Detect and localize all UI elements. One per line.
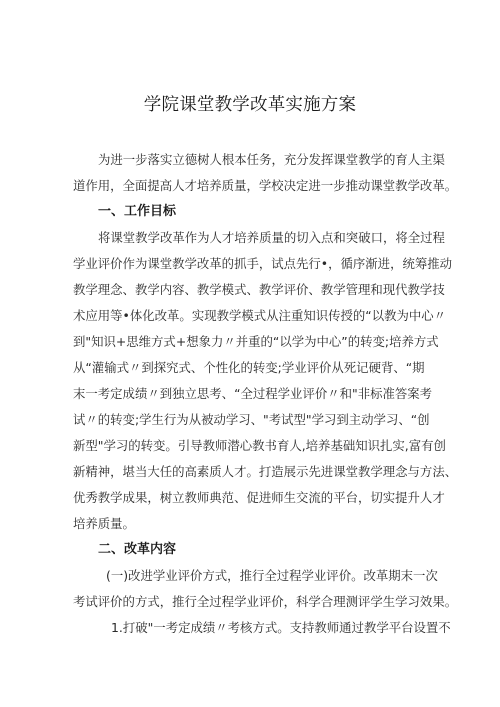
paragraph-line: 新型"学习的转变。引导教师潜心教书育人,培养基础知识扎实,富有创 bbox=[73, 438, 446, 453]
paragraph-line: 到"知识+思维方式+想象力〃并重的“以学为中心”的转变;培养方式 bbox=[73, 334, 439, 349]
paragraph-line: 从“灌输式〃到探究式、个性化的转变;学业评价从死记硬背、“期 bbox=[73, 360, 425, 375]
paragraph-line: 学业评价作为课堂教学改革的抓手，试点先行•，循序渐进，统筹推动 bbox=[73, 256, 453, 271]
paragraph-line: 教学理念、教学内容、教学模式、教学评价、教学管理和现代教学技 bbox=[73, 282, 445, 297]
paragraph-line: 术应用等•体化改革。实现教学模式从注重知识传授的“以教为中心〃 bbox=[73, 308, 447, 323]
document-title: 学院课堂教学改革实施方案 bbox=[143, 95, 357, 115]
paragraph-line: 将课堂教学改革作为人才培养质量的切入点和突破口，将全过程 bbox=[98, 230, 445, 245]
paragraph-line: 1.打破"一考定成绩〃考核方式。支持教师通过教学平台设置不 bbox=[111, 620, 451, 635]
section-heading-content: 二、改革内容 bbox=[98, 542, 177, 557]
paragraph-line: 考试评价的方式，推行全过程学业评价，科学合理测评学生学习效果。 bbox=[73, 594, 458, 609]
section-heading-goals: 一、工作目标 bbox=[98, 204, 177, 219]
paragraph-line: 培养质量。 bbox=[73, 516, 135, 531]
paragraph-line: (一)改进学业评价方式，推行全过程学业评价。改革期末一次 bbox=[106, 568, 438, 583]
paragraph-line: 优秀教学成果，树立教师典范、促进师生交流的平台，切实提升人才 bbox=[73, 490, 445, 505]
intro-line: 道作用，全面提高人才培养质量，学校决定进一步推动课堂教学改革。 bbox=[73, 178, 458, 193]
paragraph-line: 末一考定成绩〃到独立思考、“全过程学业评价〃和"非标准答案考 bbox=[73, 386, 433, 401]
intro-line: 为进一步落实立德树人根本任务，充分发挥课堂教学的育人主渠 bbox=[98, 152, 445, 167]
paragraph-line: 试〃的转变;学生行为从被动学习、"考试型"学习到主动学习、“创 bbox=[73, 412, 430, 427]
paragraph-line: 新精神，堪当大任的高素质人才。打造展示先进课堂教学理念与方法、 bbox=[73, 464, 458, 479]
